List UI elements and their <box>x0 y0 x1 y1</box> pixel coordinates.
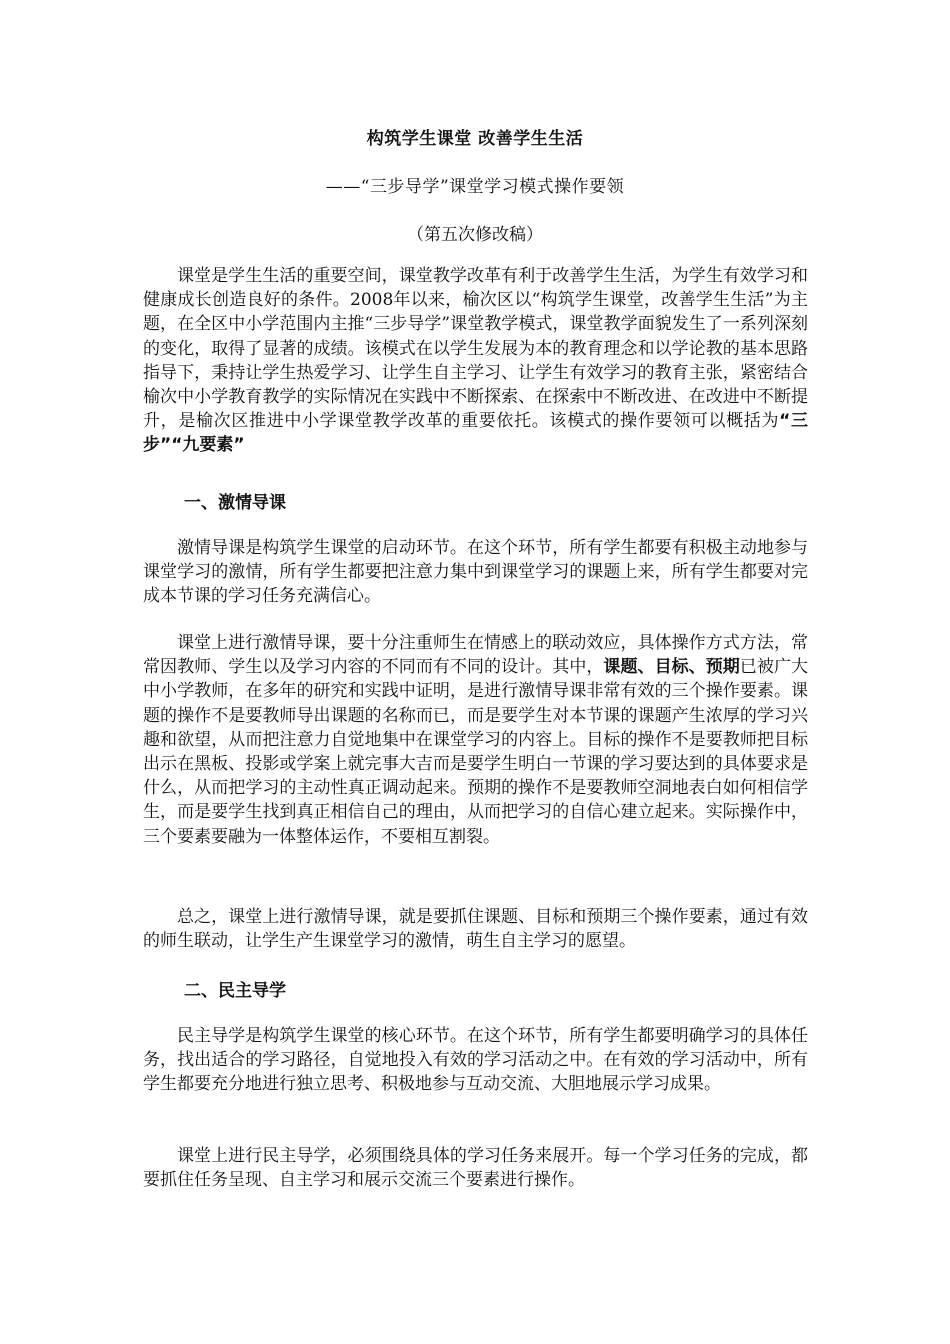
section1-paragraph-2 <box>143 631 808 849</box>
intro-paragraph <box>143 264 808 458</box>
section1-p2-text-before: 课堂上进行激情导课，要十分注重师生在情感上的联动效应，具体操作方式方法，常常因教师、学生以及学习内容的不同而有不同的设计。其中， <box>143 633 808 678</box>
revision-note: （第五次修改稿） <box>407 225 543 245</box>
intro-bold-nine-elements: “九要素” <box>171 435 245 456</box>
section1-p2-text-after: 已被广大中小学教师，在多年的研究和实践中证明，是进行激情导课非常有效的三个操作要素。课题的操作不是要教师导出课题的名称而已，而是要学生对本节课的课题产生浓厚的学习兴趣和欲望，从而把注意力自觉地集中在课堂学习的内容上。目标的操作不是要教师把目标出示在黑板、投影或学案上就完事大吉而是要学生明白一节课的学习要达到的具体要求是什么，从而把学习的主动性真正调动起来。预期的操作不是要教师空洞地表白如何相信学生，而是要学生找到真正相信自己的理由，从而把学习的自信心建立起来。实际操作中，三个要素要融为一体整体运作，不要相互割裂。 <box>143 657 809 847</box>
section1-paragraph-3: 总之，课堂上进行激情导课，就是要抓住课题、目标和预期三个操作要素，通过有效的师生联动，让学生产生课堂学习的激情，萌生自主学习的愿望。 <box>143 907 808 952</box>
intro-bold-three-steps: “三步” <box>143 411 808 456</box>
document-title: 构筑学生课堂 改善学生生活 <box>366 129 584 149</box>
section1-heading: 一、激情导课 <box>184 493 286 513</box>
section1-paragraph-1: 激情导课是构筑学生课堂的启动环节。在这个环节，所有学生都要有积极主动地参与课堂学习的激情，所有学生都要把注意力集中到课堂学习的课题上来，所有学生都要对完成本节课的学习任务充满信心。 <box>143 538 808 607</box>
section2-paragraph-2: 课堂上进行民主导学，必须围绕具体的学习任务来展开。每一个学习任务的完成，都要抓住任务呈现、自主学习和展示交流三个要素进行操作。 <box>143 1146 808 1191</box>
section2-paragraph-1: 民主导学是构筑学生课堂的核心环节。在这个环节，所有学生都要明确学习的具体任务，找出适合的学习路径，自觉地投入有效的学习活动之中。在有效的学习活动中，所有学生都要充分地进行独立思考、积极地参与互动交流、大胆地展示学习成果。 <box>143 1026 808 1095</box>
section2-heading: 二、民主导学 <box>184 981 286 1001</box>
section1-p2-bold-elements: 课题、目标、预期 <box>603 657 740 678</box>
document-subtitle: ——“三步导学”课堂学习模式操作要领 <box>325 177 625 197</box>
intro-text: 课堂是学生生活的重要空间，课堂教学改革有利于改善学生生活，为学生有效学习和健康成长创造良好的条件。2008年以来，榆次区以“构筑学生课堂，改善学生生活”为主题，在全区中小学范围内主推“三步导学”课堂教学模式，课堂教学面貌发生了一系列深刻的变化，取得了显著的成绩。该模式在以学生发展为本的教育理念和以学论教的基本思路指导下，秉持让学生热爱学习、让学生自主学习、让学生有效学习的教育主张，紧密结合榆次中小学教育教学的实际情况在实践中不断探索、在探索中不断改进、在改进中不断提升，是榆次区推进中小学课堂教学改革的重要依托。该模式的操作要领可以概括为 <box>143 266 808 432</box>
